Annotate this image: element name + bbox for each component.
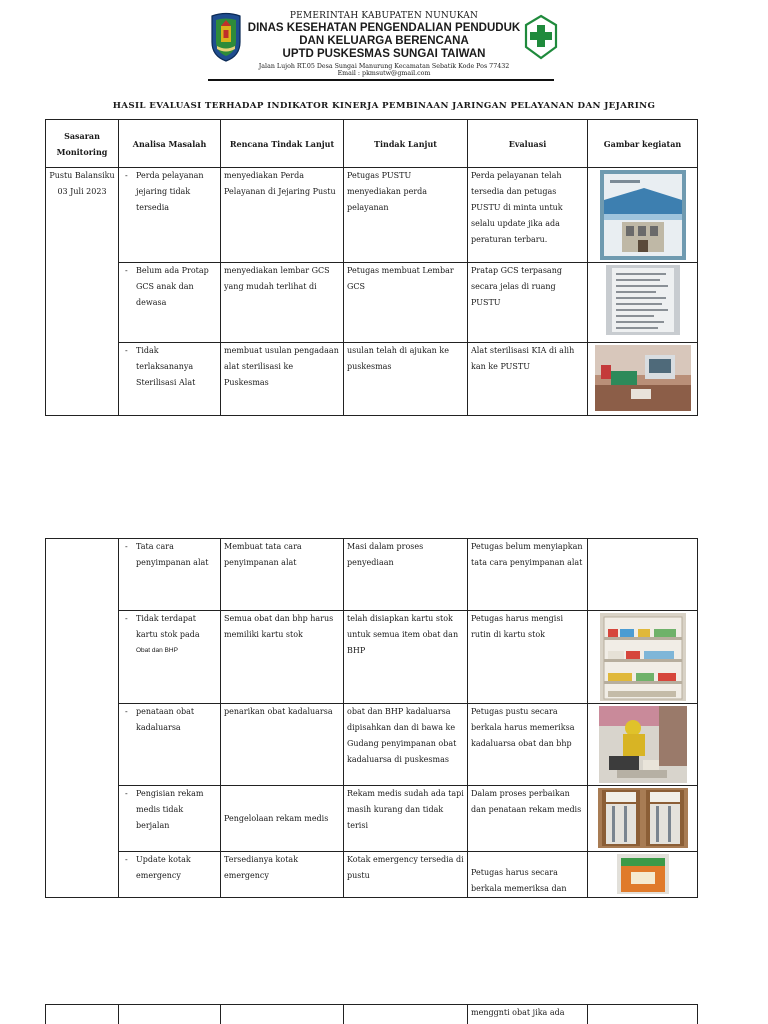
- tindak-text: Petugas membuat Lembar GCS: [347, 266, 454, 291]
- gcs-sheet-photo: [606, 265, 680, 335]
- tindak-text: telah disiapkan kartu stok untuk semua item obat dan BHP: [347, 614, 459, 655]
- header-sasaran: Sasaran Monitoring: [46, 120, 119, 168]
- sasaran-cell-empty: [46, 539, 119, 898]
- agency-name-line2: DAN KELUARGA BERENCANA: [299, 35, 469, 47]
- evaluation-table-page1: [45, 119, 698, 416]
- sasaran-cell: [46, 168, 119, 416]
- evaluasi-text: Petugas harus secara berkala memeriksa dan: [471, 868, 567, 893]
- document-title: HASIL EVALUASI TERHADAP INDIKATOR KINERJA PEMBINAAN JARINGAN PELAYANAN DAN JEJARING: [112, 101, 656, 111]
- rencana-text: membuat usulan pengadaan alat sterilisasi ke Puskesmas: [224, 346, 339, 387]
- table-row: [46, 343, 698, 416]
- rencana-text: Tersedianya kotak emergency: [224, 855, 299, 880]
- sasaran-date: 03 Juli 2023: [57, 187, 107, 196]
- evaluation-table-page2: [45, 538, 698, 898]
- evaluasi-text: Alat sterilisasi KIA di alih kan ke PUSTU: [471, 346, 575, 371]
- evaluasi-text: Dalam proses perbaikan dan penataan rekam medis: [471, 789, 582, 814]
- sterilizer-photo: [595, 345, 691, 411]
- analisa-text: - Perda pelayanan jejaring tidak tersedia: [122, 168, 217, 216]
- health-cross-icon: [523, 13, 559, 63]
- analisa-text: - Tata cara penyimpanan alat: [122, 539, 217, 571]
- table-row: [46, 786, 698, 852]
- rencana-text: Semua obat dan bhp harus memiliki kartu stok: [224, 614, 334, 639]
- rencana-text: Membuat tata cara penyimpanan alat: [224, 542, 302, 567]
- document-cover-photo: [600, 170, 686, 260]
- tindak-text: Kotak emergency tersedia di pustu: [347, 855, 464, 880]
- table-row: [46, 168, 698, 263]
- tindak-text: usulan telah di ajukan ke puskesmas: [347, 346, 449, 371]
- rencana-text: penarikan obat kadaluarsa: [224, 707, 333, 716]
- agency-name-line3: UPTD PUSKESMAS SUNGAI TAIWAN: [282, 48, 486, 60]
- evaluasi-text: Petugas harus mengisi rutin di kartu stok: [471, 614, 564, 639]
- analisa-text-small: Obat dan BHP: [136, 647, 178, 654]
- medical-records-cabinet-photo: [598, 788, 688, 848]
- rencana-text: Pengelolaan rekam medis: [224, 813, 329, 823]
- agency-name-line1: DINAS KESEHATAN PENGENDALIAN PENDUDUK: [247, 22, 521, 34]
- header-evaluasi: Evaluasi: [468, 120, 588, 168]
- emergency-box-photo: [617, 854, 669, 894]
- table-header-row: [46, 120, 698, 168]
- analisa-text: - Belum ada Protap GCS anak dan dewasa: [122, 263, 217, 311]
- table-row: [46, 539, 698, 611]
- letterhead-rule: [208, 79, 554, 81]
- evaluasi-text: Perda pelayanan telah tersedia dan petugas PUSTU di minta untuk selalu update jika ada peraturan terbaru.: [471, 171, 563, 244]
- address: Jalan Lujoh RT.05 Desa Sungai Manurung Kecamatan Sebatik Kode Pos 77432: [258, 63, 510, 70]
- tindak-text: obat dan BHP kadaluarsa dipisahkan dan di bawa ke Gudang penyimpanan obat kadaluarsa di puskesmas: [347, 707, 457, 764]
- letterhead: [208, 10, 558, 82]
- tindak-text: Rekam medis sudah ada tapi masih kurang dan tidak terisi: [347, 789, 464, 830]
- expired-medicine-photo: [599, 706, 687, 783]
- header-analisa: Analisa Masalah: [119, 120, 221, 168]
- photo-cell-empty: [588, 539, 698, 611]
- table-row: [46, 1005, 698, 1024]
- analisa-text: - penataan obat kadaluarsa: [122, 704, 217, 736]
- evaluasi-text: Petugas pustu secara berkala harus memeriksa kadaluarsa obat dan bhp: [471, 707, 575, 748]
- evaluasi-text: Pratap GCS terpasang secara jelas di ruang PUSTU: [471, 266, 562, 307]
- email: Email : pkmsutw@gmail.com: [337, 70, 431, 77]
- table-row: [46, 704, 698, 786]
- header-gambar: Gambar kegiatan: [588, 120, 698, 168]
- rencana-text: menyediakan lembar GCS yang mudah terlihat di: [224, 266, 330, 291]
- medicine-shelf-photo: [600, 613, 686, 701]
- rencana-text: menyediakan Perda Pelayanan di Jejaring Pustu: [224, 171, 336, 196]
- analisa-text: - Update kotak emergency: [122, 852, 217, 884]
- gov-name: PEMERINTAH KABUPATEN NUNUKAN: [289, 11, 479, 21]
- analisa-text: - Tidak terlaksananya Sterilisasi Alat: [122, 343, 217, 391]
- header-rencana: Rencana Tindak Lanjut: [221, 120, 344, 168]
- table-row: [46, 611, 698, 704]
- header-tindak: Tindak Lanjut: [344, 120, 468, 168]
- tindak-text: Masi dalam proses penyediaan: [347, 542, 424, 567]
- evaluasi-text: Petugas belum menyiapkan tata cara penyimpanan alat: [471, 542, 583, 567]
- evaluasi-text: menggnti obat jika ada: [471, 1008, 565, 1017]
- table-row: [46, 263, 698, 343]
- analisa-text: - Pengisian rekam medis tidak berjalan: [122, 786, 217, 834]
- regency-emblem-icon: [208, 12, 244, 62]
- tindak-text: Petugas PUSTU menyediakan perda pelayanan: [347, 171, 428, 212]
- evaluation-table-page3: [45, 1004, 698, 1024]
- table-row: [46, 852, 698, 898]
- analisa-text: - Tidak terdapat kartu stok pada: [122, 611, 217, 643]
- sasaran-place: Pustu Balansiku: [49, 171, 115, 180]
